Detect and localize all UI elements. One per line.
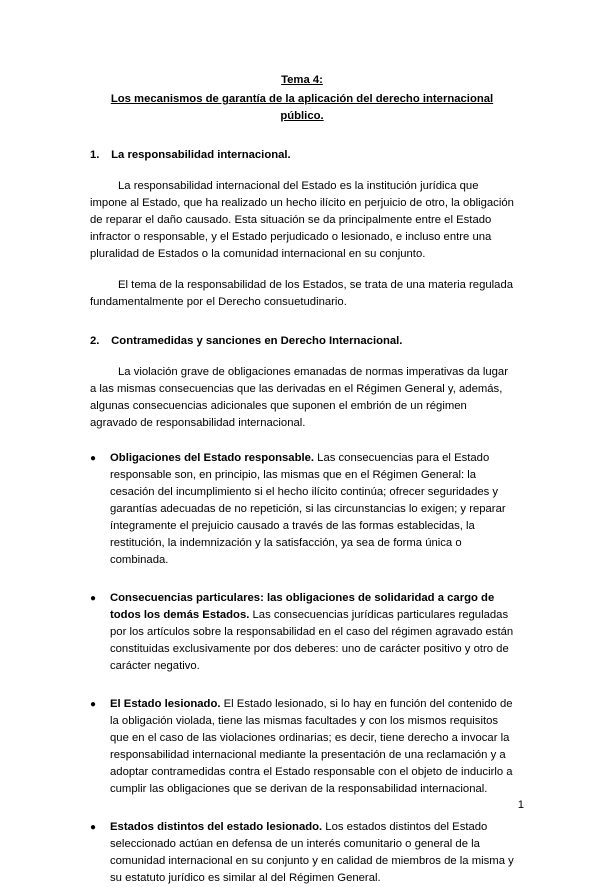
section-1-paragraph-2: El tema de la responsabilidad de los Estados, se trata de una materia regulada fundamentalmente por el Derecho consuetudinario. [90, 279, 514, 308]
bullet-item-text: Las consecuencias para el Estado responsable son, en principio, las mismas que en el Régimen General: la cesación del incumplimiento si el hecho ilícito continúa; ofrecer seguridades y garantías adecuadas de no repetición, si las circunstancias lo exigen; y reparar íntegramente el prejuicio causado a través de las formas establecidas, la restitución, la indemnización y la satisfacción, ya sea de forma única o combinada. [110, 452, 506, 566]
bullet-item-lead: Consecuencias particulares: las obligaciones de solidaridad a cargo de todos los demás Estados. [110, 592, 495, 621]
bullet-item [90, 696, 514, 798]
bullet-item-text: Los estados distintos del Estado seleccionado actúan en defensa de un interés comunitario o general de la comunidad internacional en su conjunto y en calidad de miembros de la misma y su estatuto jurídico es similar al del Régimen General. [110, 821, 514, 884]
section-1-paragraph-1: La responsabilidad internacional del Estado es la institución jurídica que impone al Estado, que ha realizado un hecho ilícito en perjuicio de otro, la obligación de reparar el daño causado. Esta situación se da principalmente entre el Estado infractor o responsable, y el Estado perjudicado o lesionado, e incluso entre una pluralidad de Estados o la comunidad internacional en su conjunto. [90, 180, 514, 260]
section-1-heading [90, 147, 514, 164]
topic-heading: Tema 4: [281, 74, 323, 86]
section-1-number: 1. [90, 149, 100, 161]
bullet-icon: ● [90, 699, 97, 710]
bullet-icon: ● [90, 453, 97, 464]
section-1-title: La responsabilidad internacional. [111, 149, 291, 161]
bullet-item [90, 590, 514, 675]
bullet-item [90, 819, 514, 887]
bullet-item-text: Las consecuencias jurídicas particulares reguladas por los artículos sobre la responsabilidad en el caso del régimen agravado están constituidas exclusivamente por dos deberes: uno de carácter positivo y otro de carácter negativo. [110, 609, 514, 672]
bullet-item-lead: El Estado lesionado. [110, 698, 221, 710]
section-2-number: 2. [90, 335, 100, 347]
section-2-title: Contramedidas y sanciones en Derecho Internacional. [111, 335, 403, 347]
bullet-icon: ● [90, 822, 97, 833]
bullet-item-text: El Estado lesionado, si lo hay en función del contenido de la obligación violada, tiene las mismas facultades y con los mismos requisitos que en el caso de las violaciones ordinarias; es decir, tiene derecho a invocar la responsabilidad internacional mediante la presentación de una reclamación y a adoptar contramedidas contra el Estado responsable con el objeto de inducirlo a cumplir las obligaciones que se derivan de la responsabilidad internacional. [110, 698, 513, 795]
bullet-item [90, 450, 514, 569]
section-2-heading [90, 333, 514, 350]
bullet-item-lead: Estados distintos del estado lesionado. [110, 821, 323, 833]
section-2-paragraph-1: La violación grave de obligaciones emanadas de normas imperativas da lugar a las mismas consecuencias que las derivadas en el Régimen General y, además, algunas consecuencias adicionales que suponen el embrión de un régimen agravado de responsabilidad internacional. [90, 366, 508, 429]
section-2-bullet-list [90, 450, 514, 887]
page-number: 1 [517, 799, 524, 811]
document-title: Los mecanismos de garantía de la aplicación del derecho internacional público. [110, 93, 494, 122]
bullet-icon: ● [90, 593, 97, 604]
bullet-item-lead: Obligaciones del Estado responsable. [110, 452, 315, 464]
